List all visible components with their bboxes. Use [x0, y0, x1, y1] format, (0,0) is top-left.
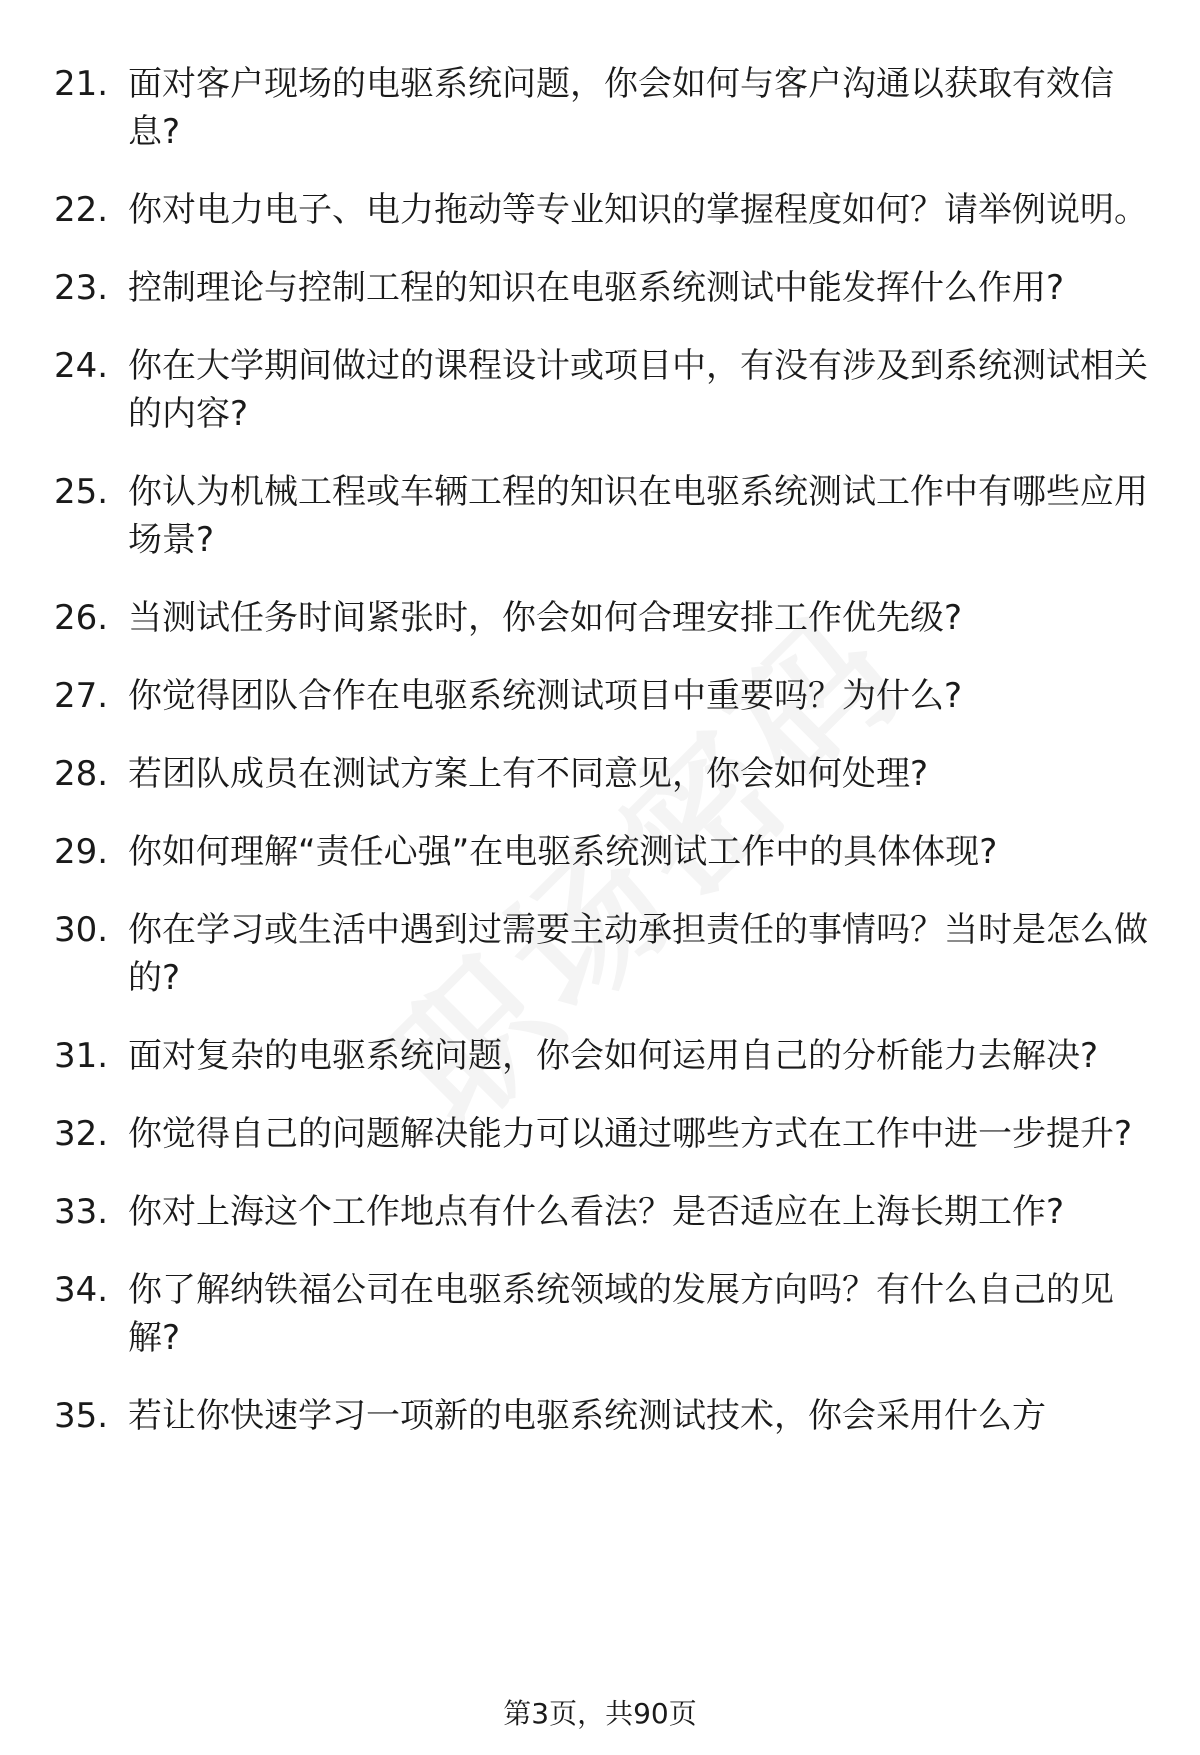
question-text: 若让你快速学习一项新的电驱系统测试技术，你会采用什么方 — [128, 1396, 1046, 1436]
question-number: 22. — [54, 190, 109, 230]
question-number: 21. — [54, 64, 109, 104]
question-number: 25. — [54, 472, 109, 512]
question-number: 35. — [54, 1396, 109, 1436]
question-item — [54, 60, 1154, 156]
question-number: 34. — [54, 1270, 109, 1310]
question-number: 29. — [54, 832, 109, 872]
question-number: 30. — [54, 910, 109, 950]
question-item — [54, 186, 1154, 234]
question-item — [54, 468, 1154, 564]
question-number: 24. — [54, 346, 109, 386]
question-number: 33. — [54, 1192, 109, 1232]
question-text: 你觉得自己的问题解决能力可以通过哪些方式在工作中进一步提升? — [128, 1114, 1133, 1154]
question-text: 你对上海这个工作地点有什么看法？是否适应在上海长期工作? — [128, 1192, 1065, 1232]
question-text: 你认为机械工程或车辆工程的知识在电驱系统测试工作中有哪些应用场景? — [128, 472, 1148, 560]
page-footer — [0, 1694, 1200, 1734]
question-item — [54, 1188, 1154, 1236]
question-text: 面对客户现场的电驱系统问题，你会如何与客户沟通以获取有效信息? — [128, 64, 1114, 152]
question-text: 你在学习或生活中遇到过需要主动承担责任的事情吗？当时是怎么做的? — [128, 910, 1148, 998]
page-number-label: 第3页，共90页 — [503, 1697, 697, 1730]
question-number: 31. — [54, 1036, 109, 1076]
question-number: 27. — [54, 676, 109, 716]
question-text: 面对复杂的电驱系统问题，你会如何运用自己的分析能力去解决? — [128, 1036, 1099, 1076]
question-list — [54, 60, 1154, 1470]
question-number: 32. — [54, 1114, 109, 1154]
question-text: 你了解纳铁福公司在电驱系统领域的发展方向吗？有什么自己的见解? — [128, 1270, 1114, 1358]
question-text: 控制理论与控制工程的知识在电驱系统测试中能发挥什么作用? — [128, 268, 1065, 308]
question-text: 你觉得团队合作在电驱系统测试项目中重要吗？为什么? — [128, 676, 963, 716]
question-item — [54, 594, 1154, 642]
question-item — [54, 1110, 1154, 1158]
question-item — [54, 672, 1154, 720]
question-text: 当测试任务时间紧张时，你会如何合理安排工作优先级? — [128, 598, 963, 638]
question-item — [54, 1392, 1154, 1440]
question-item — [54, 342, 1154, 438]
question-item — [54, 1032, 1154, 1080]
question-item — [54, 828, 1154, 876]
question-number: 26. — [54, 598, 109, 638]
question-item — [54, 1266, 1154, 1362]
question-item — [54, 906, 1154, 1002]
question-text: 你对电力电子、电力拖动等专业知识的掌握程度如何？请举例说明。 — [128, 190, 1148, 230]
question-text: 你如何理解“责任心强”在电驱系统测试工作中的具体体现? — [128, 832, 998, 872]
question-number: 23. — [54, 268, 109, 308]
question-item — [54, 750, 1154, 798]
question-text: 若团队成员在测试方案上有不同意见，你会如何处理? — [128, 754, 929, 794]
question-item — [54, 264, 1154, 312]
question-number: 28. — [54, 754, 109, 794]
question-text: 你在大学期间做过的课程设计或项目中，有没有涉及到系统测试相关的内容? — [128, 346, 1148, 434]
